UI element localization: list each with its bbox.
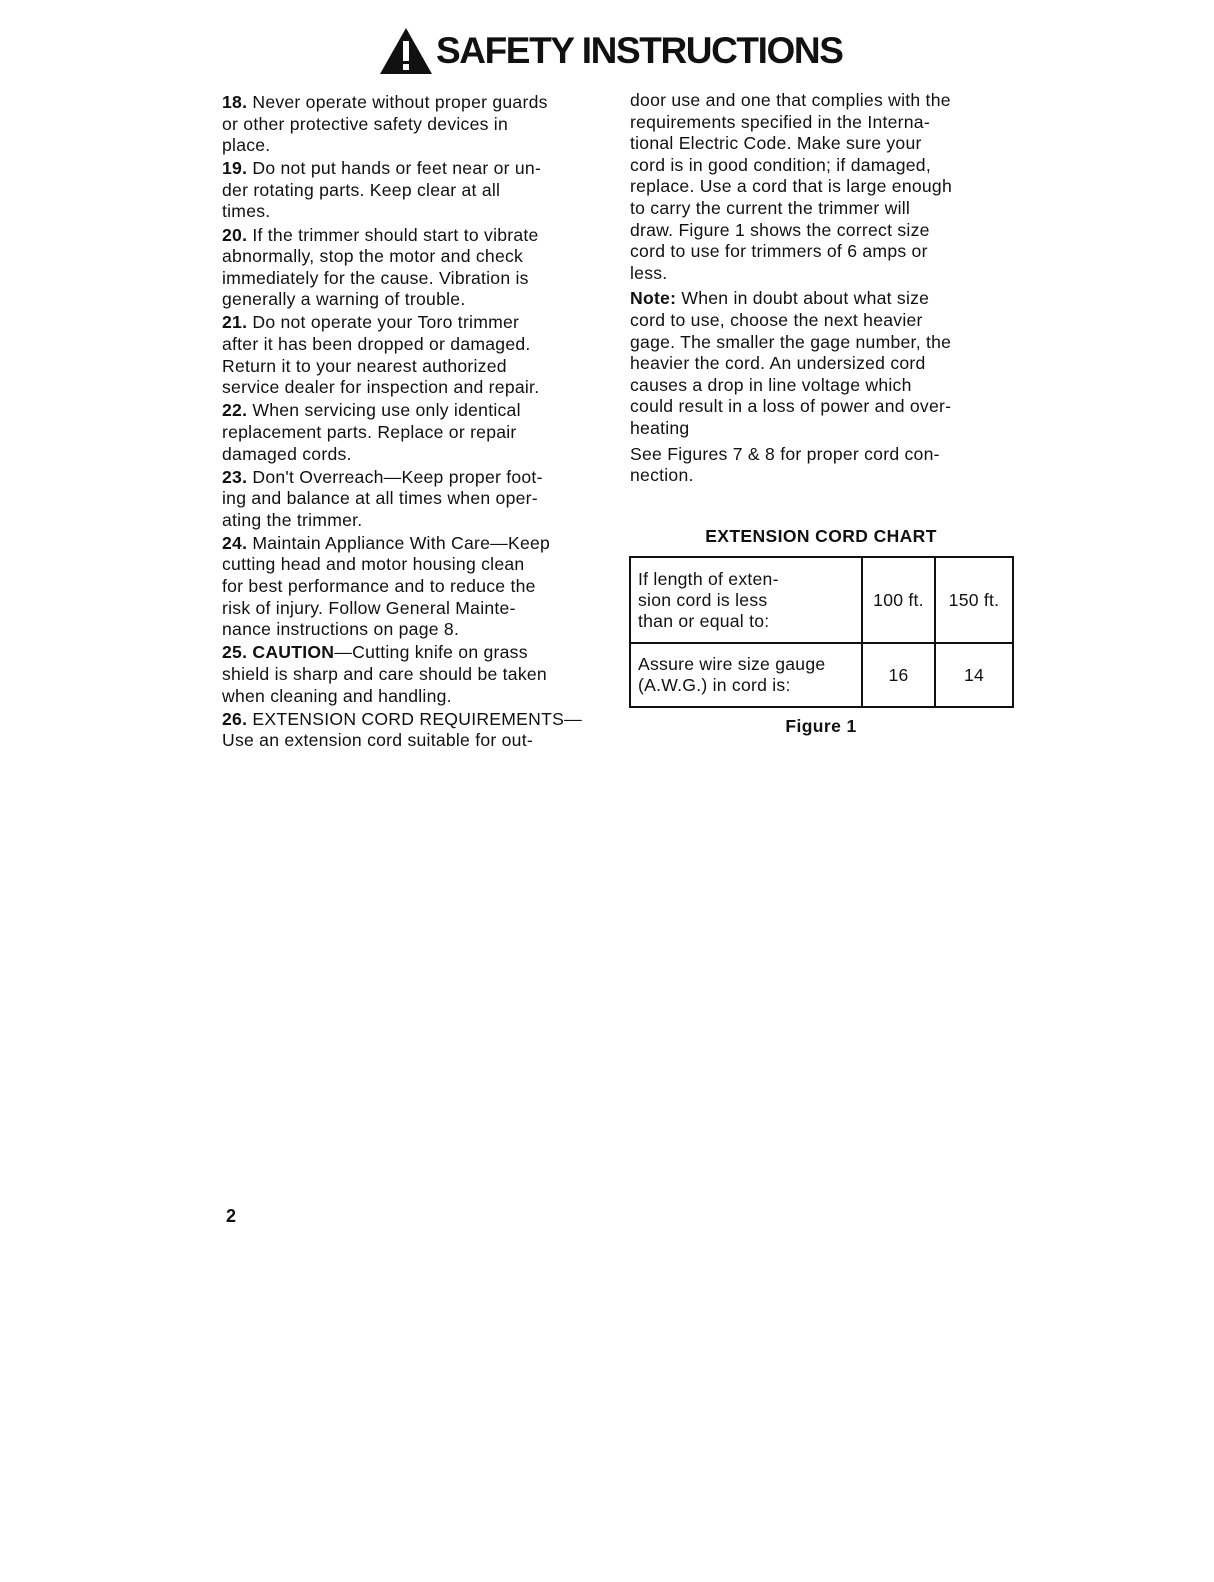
warning-triangle-icon [378, 26, 434, 76]
text-line: nection. [630, 465, 694, 486]
length-100-cell: 100 ft. [862, 557, 935, 643]
text-line: shield is sharp and care should be taken [222, 663, 547, 684]
instruction-item [222, 312, 612, 398]
text-line: gage. The smaller the gage number, the [630, 331, 952, 352]
text-line: heating [630, 417, 690, 438]
item-number: 23. [222, 466, 248, 487]
text-line [222, 533, 612, 555]
text-line [630, 288, 1020, 310]
text-line: when cleaning and handling. [222, 685, 452, 706]
note-label: Note: [630, 288, 677, 309]
text-line [222, 709, 612, 731]
text-line: causes a drop in line voltage which [630, 374, 912, 395]
text-line: replace. Use a cord that is large enough [630, 176, 952, 197]
text-line: immediately for the cause. Vibration is [222, 267, 529, 288]
page-number: 2 [226, 1206, 237, 1226]
instruction-item [222, 533, 612, 641]
item-text: Do not put hands or feet near or un- [252, 158, 542, 179]
text-line [222, 158, 612, 180]
text-line [222, 467, 612, 489]
note-text: When in doubt about what size [681, 288, 930, 309]
text-line: for best performance and to reduce the [222, 576, 536, 597]
item-text: EXTENSION CORD REQUIREMENTS— [252, 708, 582, 729]
text-line: tional Electric Code. Make sure your [630, 133, 922, 154]
text-line: nance instructions on page 8. [222, 619, 460, 640]
item-text: Never operate without proper guards [252, 92, 548, 112]
item-number: 19. [222, 158, 248, 179]
text-line: damaged cords. [222, 443, 352, 464]
item-text: When servicing use only identical [252, 400, 521, 421]
text-line: cutting head and motor housing clean [222, 554, 525, 575]
item-number: 18. [222, 92, 248, 112]
text-line [222, 92, 612, 114]
item-text: Maintain Appliance With Care—Keep [252, 532, 551, 553]
item-number: 25. [222, 642, 248, 663]
text-line [222, 225, 612, 247]
text-line: to carry the current the trimmer will [630, 197, 911, 218]
text-line: requirements specified in the Interna- [630, 111, 930, 132]
text-line: times. [222, 201, 271, 222]
page-title [378, 26, 842, 76]
item-number: 21. [222, 312, 248, 333]
text-line: replacement parts. Replace or repair [222, 421, 517, 442]
text-line: place. [222, 135, 271, 156]
text-line: generally a warning of trouble. [222, 289, 466, 310]
item-number: 20. [222, 224, 248, 245]
text-line: cord to use, choose the next heavier [630, 309, 923, 330]
text-line: service dealer for inspection and repair. [222, 377, 540, 398]
instruction-item [222, 158, 612, 223]
item-number: 24. [222, 532, 248, 553]
figure-caption: Figure 1 [785, 716, 857, 736]
text-line: sion cord is less [638, 589, 768, 610]
text-line: door use and one that complies with the [630, 90, 951, 110]
instruction-item [222, 400, 612, 465]
length-150-cell: 150 ft. [935, 557, 1013, 643]
instruction-item [222, 467, 612, 532]
gauge-label-cell [630, 643, 862, 707]
text-line: abnormally, stop the motor and check [222, 246, 524, 267]
text-line [222, 312, 612, 334]
text-line: der rotating parts. Keep clear at all [222, 179, 501, 200]
text-line: ating the trimmer. [222, 509, 363, 530]
text-line: less. [630, 262, 668, 283]
length-label-cell [630, 557, 862, 643]
text-line: draw. Figure 1 shows the correct size [630, 219, 930, 240]
text-line: If length of exten- [638, 568, 779, 589]
table-row [630, 557, 1013, 643]
item-text: Do not operate your Toro trimmer [252, 312, 520, 333]
instruction-item [222, 225, 612, 311]
extension-cord-table [629, 556, 1014, 708]
left-column [222, 92, 612, 753]
text-line: cord is in good condition; if damaged, [630, 154, 931, 175]
item-number: 26. [222, 708, 248, 729]
text-line: than or equal to: [638, 610, 770, 631]
item-text: Don't Overreach—Keep proper foot- [252, 466, 543, 487]
see-figures-paragraph [630, 444, 1020, 487]
gauge-16-cell: 16 [862, 643, 935, 707]
text-line: Assure wire size gauge [638, 654, 826, 674]
extension-cord-continuation [630, 90, 1020, 284]
text-line: could result in a loss of power and over- [630, 396, 952, 417]
title-text: SAFETY INSTRUCTIONS [436, 30, 843, 71]
text-line: risk of injury. Follow General Mainte- [222, 597, 516, 618]
table-row [630, 643, 1013, 707]
text-line: after it has been dropped or damaged. [222, 334, 531, 355]
item-text: —Cutting knife on grass [334, 642, 528, 663]
text-line: Return it to your nearest authorized [222, 355, 507, 376]
instruction-item [222, 709, 612, 752]
chart-title: EXTENSION CORD CHART [705, 526, 937, 546]
note-paragraph [630, 288, 1020, 439]
instruction-item [222, 642, 612, 707]
text-line [222, 642, 612, 664]
item-text: If the trimmer should start to vibrate [252, 224, 539, 245]
text-line [222, 400, 612, 422]
text-line: or other protective safety devices in [222, 113, 508, 134]
right-column [630, 90, 1020, 488]
text-line: ing and balance at all times when oper- [222, 488, 538, 509]
text-line: heavier the cord. An undersized cord [630, 353, 926, 374]
item-number: 22. [222, 400, 248, 421]
text-line: cord to use for trimmers of 6 amps or [630, 241, 928, 262]
text-line: See Figures 7 & 8 for proper cord con- [630, 443, 940, 464]
text-line: Use an extension cord suitable for out- [222, 730, 533, 751]
instruction-item [222, 92, 612, 157]
gauge-14-cell: 14 [935, 643, 1013, 707]
text-line: (A.W.G.) in cord is: [638, 675, 791, 695]
caution-keyword: CAUTION [252, 642, 335, 663]
